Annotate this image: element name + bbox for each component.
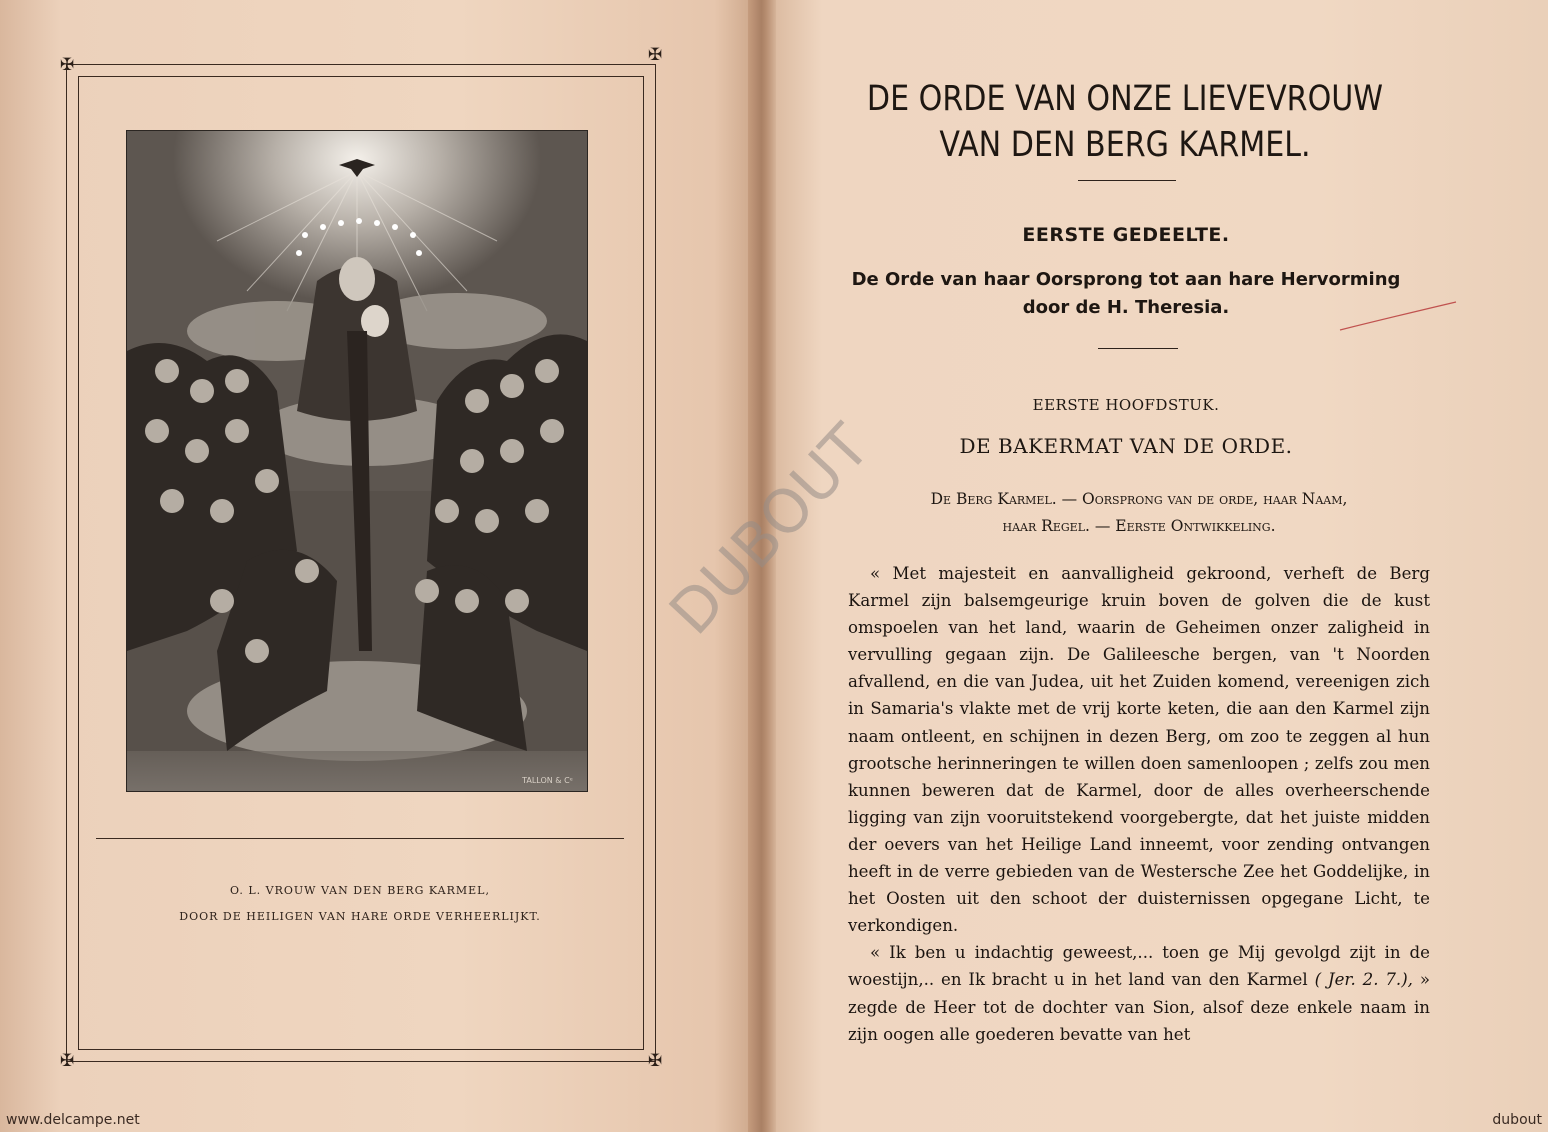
chapter-summary [844,486,1434,540]
paragraph: « Met majesteit en aanvalligheid gekroond, verheft de Berg Karmel zijn balsemgeurige kruin boven de golven die de kust omspoelen van het land, waarin de Geheimen onzer zaligheid in vervulling gegaan zijn. De Galileesche bergen, van 't Noorden afvallend, en die van Judea, uit het Zuiden komend, vereenigen zich in Samaria's vlakte met de vrij korte keten, die aan den Karmel zijn naam ontleent, en schijnen in dezen Berg, om zoo te zeggen al hun grootsche herinneringen te willen doen samenloopen ; zelfs zou men kunnen beweren dat de Karmel, door de alles overheerschende ligging van zijn vooruitstekend voorgebergte, dat het juiste midden der oevers van het Heilige Land inneemt, voor zending ontvangen heeft in de verre gebieden van de Westersche Zee het Goddelijke, in het Oosten uit den schoot der duisternissen opgegane Licht, te verkondigen. [848,564,1430,936]
pen-mark [1338,300,1458,340]
summary-line: haar Regel. — Eerste Ontwikkeling. [1002,517,1276,535]
caption-line: O. L. VROUW VAN DEN BERG KARMEL, [230,884,490,897]
divider-rule [1078,180,1176,181]
summary-line: De Berg Karmel. — Oorsprong van de orde, haar Naam, [930,490,1348,508]
part-heading: EERSTE GEDEELTE. [1022,224,1230,246]
engraving-illustration [126,130,588,792]
watermark: DUBOUT [656,411,884,649]
paragraph-text: « Ik ben u indachtig geweest,... toen ge Mij gevolgd zijt in de woestijn,.. en Ik bracht u in het land van den Karmel [848,943,1430,990]
caption-line: DOOR DE HEILIGEN VAN HARE ORDE VERHEERLIJKT. [179,910,541,923]
ornament-corner-icon: ✠ [59,1051,75,1071]
ornament-corner-icon: ✠ [59,55,75,75]
page-title [846,76,1405,168]
plate-divider [96,838,624,839]
scripture-reference: ( Jer. 2. 7.), [1314,970,1413,990]
ornament-corner-icon: ✠ [647,1051,663,1071]
footer-site-link[interactable]: www.delcampe.net [6,1112,140,1128]
plate-caption [96,878,624,930]
divider-rule [1098,348,1178,349]
subtitle-line: door de H. Theresia. [1022,297,1230,318]
title-line: VAN DEN BERG KARMEL. [939,125,1311,165]
book-gutter [748,0,778,1132]
ornament-corner-icon: ✠ [647,45,663,65]
body-text [848,560,1430,1048]
subtitle-line: De Orde van haar Oorsprong tot aan hare Hervorming [851,269,1401,290]
chapter-title: DE BAKERMAT VAN DE ORDE. [959,434,1293,458]
paragraph [848,939,1430,1047]
engraving-signature: TALLON & Cᵉ [522,776,573,785]
footer-seller: dubout [1492,1112,1542,1128]
chapter-number: EERSTE HOOFDSTUK. [1032,396,1220,414]
paragraph-text: » zegde de Heer tot de dochter van Sion, alsof deze enkele naam in zijn oogen alle goederen bevatte van het [848,970,1431,1044]
title-line: DE ORDE VAN ONZE LIEVEVROUW [866,79,1384,119]
